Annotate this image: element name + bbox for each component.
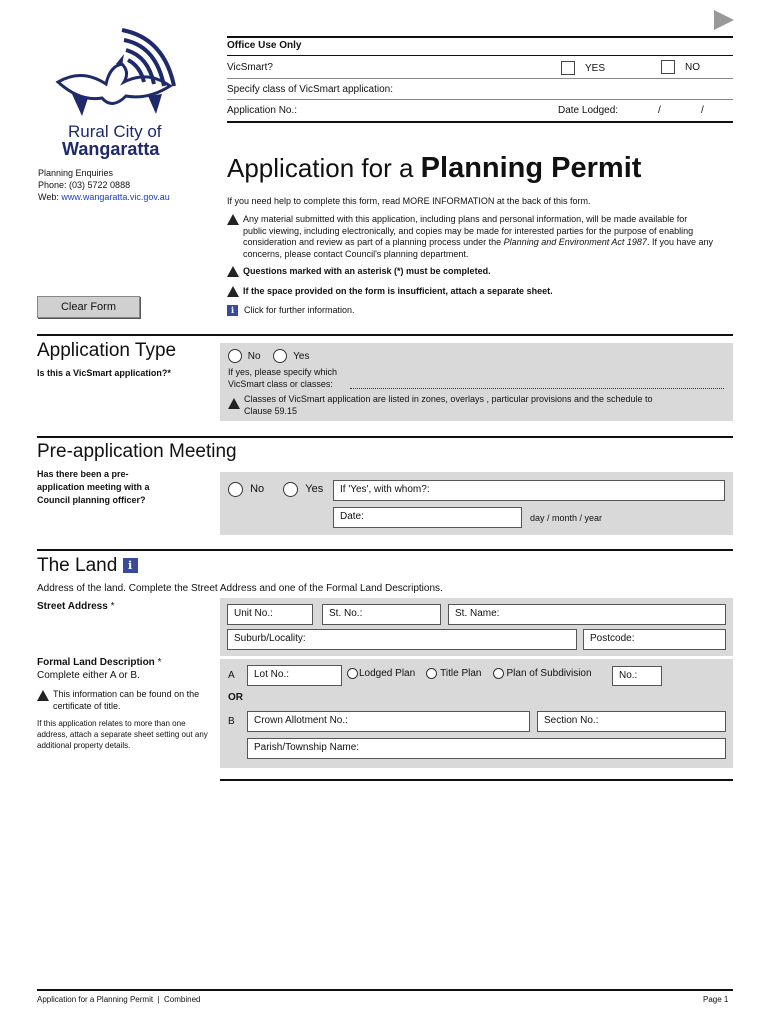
vicsmart-no-label: No <box>247 350 261 362</box>
option-b-label: B <box>228 716 235 727</box>
vicsmart-radio-group <box>228 349 309 363</box>
lodged-plan-label: Lodged Plan <box>359 668 416 680</box>
date-slash-2: / <box>701 105 704 116</box>
unit-no-input[interactable] <box>227 604 313 625</box>
crown-allotment-label: Crown Allotment No.: <box>254 715 348 726</box>
date-slash-1: / <box>658 105 661 116</box>
footer-title: Application for a Planning Permit | Combined <box>37 995 201 1004</box>
office-use-title: Office Use Only <box>227 40 302 51</box>
pre-app-radio-group <box>228 482 323 497</box>
or-separator: OR <box>228 692 243 703</box>
plan-no-input[interactable] <box>612 666 662 686</box>
pre-app-question: Has there been a pre-application meeting with a Council planning officer? <box>37 469 150 505</box>
plan-type-radio-group <box>347 668 592 679</box>
crown-allotment-input[interactable] <box>247 711 530 732</box>
date-format-hint: day / month / year <box>530 513 603 523</box>
option-a-label: A <box>228 670 235 681</box>
certificate-note-text: This information can be found on the certificate of title. <box>53 689 200 711</box>
vicsmart-yes-label: Yes <box>293 350 310 362</box>
next-page-arrow-icon[interactable] <box>714 10 734 30</box>
formal-land-text: Formal Land Description <box>37 657 155 668</box>
material-notice <box>227 214 717 260</box>
lot-no-label: Lot No.: <box>254 669 290 680</box>
app-type-question: Is this a VicSmart application? <box>37 368 168 378</box>
info-text: Click for further information. <box>244 305 355 315</box>
info-notice <box>227 305 355 316</box>
land-info-icon[interactable]: i <box>123 558 138 573</box>
postcode-label: Postcode: <box>590 633 635 644</box>
planning-enquiries-label: Planning Enquiries <box>38 168 114 178</box>
classes-note <box>228 394 668 417</box>
street-address-label <box>37 601 114 612</box>
street-no-input[interactable] <box>322 604 441 625</box>
material-text-2: . If you have any concerns, please contact Council's planning department. <box>243 237 713 259</box>
vicsmart-class-input[interactable] <box>350 388 724 389</box>
space-text: If the space provided on the form is insufficient, attach a separate sheet. <box>243 286 553 296</box>
street-name-input[interactable] <box>448 604 726 625</box>
vicsmart-question: VicSmart? <box>227 62 273 73</box>
street-no-label: St. No.: <box>329 608 363 619</box>
the-land-title: The Land <box>37 555 118 576</box>
the-land-heading <box>37 555 138 577</box>
specify-line-1: If yes, please specify which <box>228 367 338 377</box>
vicsmart-yes-radio[interactable] <box>273 349 287 363</box>
lot-no-input[interactable] <box>247 665 342 686</box>
title-part1: Application for a <box>227 153 421 183</box>
pre-app-no-label: No <box>250 483 265 496</box>
specify-line-2: VicSmart class or classes: <box>228 379 333 389</box>
web-label: Web: <box>38 192 62 202</box>
required-asterisk: * <box>167 368 171 378</box>
complete-either: Complete either A or B. <box>37 670 140 681</box>
space-notice <box>227 286 553 297</box>
warning-icon <box>37 690 49 701</box>
material-act: Planning and Environment Act 1987 <box>503 237 647 247</box>
warning-icon <box>227 286 239 297</box>
page-title <box>227 152 641 185</box>
logo-line1: Rural City of <box>68 122 162 141</box>
title-plan-label: Title Plan <box>440 668 482 680</box>
office-yes-checkbox[interactable] <box>561 61 575 75</box>
application-no-label: Application No.: <box>227 105 298 116</box>
suburb-input[interactable] <box>227 629 577 650</box>
pre-app-yes-radio[interactable] <box>283 482 298 497</box>
street-address-text: Street Address <box>37 601 108 612</box>
vicsmart-no-radio[interactable] <box>228 349 242 363</box>
application-type-title: Application Type <box>37 340 177 361</box>
title-plan-radio[interactable] <box>426 668 437 679</box>
page-number: Page 1 <box>703 995 729 1004</box>
suburb-label: Suburb/Locality: <box>234 633 306 644</box>
date-lodged-label: Date Lodged: <box>558 105 619 116</box>
clear-form-button[interactable] <box>37 296 140 318</box>
logo-line2: Wangaratta <box>62 139 160 159</box>
council-logo <box>52 24 184 120</box>
required-asterisk: * <box>157 657 162 668</box>
website-link[interactable]: www.wangaratta.vic.gov.au <box>61 192 170 202</box>
specify-class-label: Specify class of VicSmart application: <box>227 84 394 95</box>
certificate-note <box>37 689 212 712</box>
lodged-plan-radio[interactable] <box>347 668 358 679</box>
classes-note-text: Classes of VicSmart application are listed in zones, overlays , particular provisions and the schedule to Clause 59.15 <box>244 394 653 416</box>
asterisk-notice <box>227 266 491 277</box>
subdivision-radio[interactable] <box>493 668 504 679</box>
phone-number: Phone: (03) 5722 0888 <box>38 180 131 190</box>
with-whom-input[interactable] <box>333 480 725 501</box>
required-asterisk: * <box>110 601 115 612</box>
web-line <box>38 192 170 202</box>
formal-land-label <box>37 657 161 668</box>
postcode-input[interactable] <box>583 629 726 650</box>
parish-input[interactable] <box>247 738 726 759</box>
office-no-label: NO <box>685 62 700 73</box>
title-part2: Planning Permit <box>420 152 642 184</box>
pre-app-no-radio[interactable] <box>228 482 243 497</box>
unit-no-label: Unit No.: <box>234 608 273 619</box>
clear-form-label: Clear Form <box>60 301 116 313</box>
section-no-input[interactable] <box>537 711 726 732</box>
pre-app-title: Pre-application Meeting <box>37 441 237 462</box>
parish-label: Parish/Township Name: <box>254 742 360 753</box>
pre-app-yes-label: Yes <box>305 483 324 496</box>
material-text-1: Any material submitted with this application, including plans and personal information, will be made available for public viewing, including electronically, and copies may be made for interested parties for the purpose of enabling consideration and review as part of a planning process under the <box>243 214 694 247</box>
help-text: If you need help to complete this form, read MORE INFORMATION at the back of this form. <box>227 196 591 206</box>
info-icon[interactable]: i <box>227 305 238 316</box>
street-name-label: St. Name: <box>455 608 500 619</box>
warning-icon <box>227 266 239 277</box>
asterisk-text: Questions marked with an asterisk (*) must be completed. <box>243 266 491 276</box>
plan-no-label: No.: <box>619 670 638 681</box>
with-whom-label: If 'Yes', with whom?: <box>340 484 430 495</box>
warning-icon <box>227 214 239 225</box>
warning-icon <box>228 398 240 409</box>
multi-address-note: If this application relates to more than one address, attach a separate sheet setting out any additional property details. <box>37 719 208 750</box>
office-yes-label: YES <box>585 63 606 74</box>
address-intro: Address of the land. Complete the Street Address and one of the Formal Land Descriptions. <box>37 583 443 594</box>
section-no-label: Section No.: <box>544 715 599 726</box>
subdivision-label: Plan of Subdivision <box>506 668 592 680</box>
meeting-date-label: Date: <box>340 511 364 522</box>
meeting-date-input[interactable] <box>333 507 522 528</box>
office-no-checkbox[interactable] <box>661 60 675 74</box>
vicsmart-question-label <box>37 368 171 378</box>
